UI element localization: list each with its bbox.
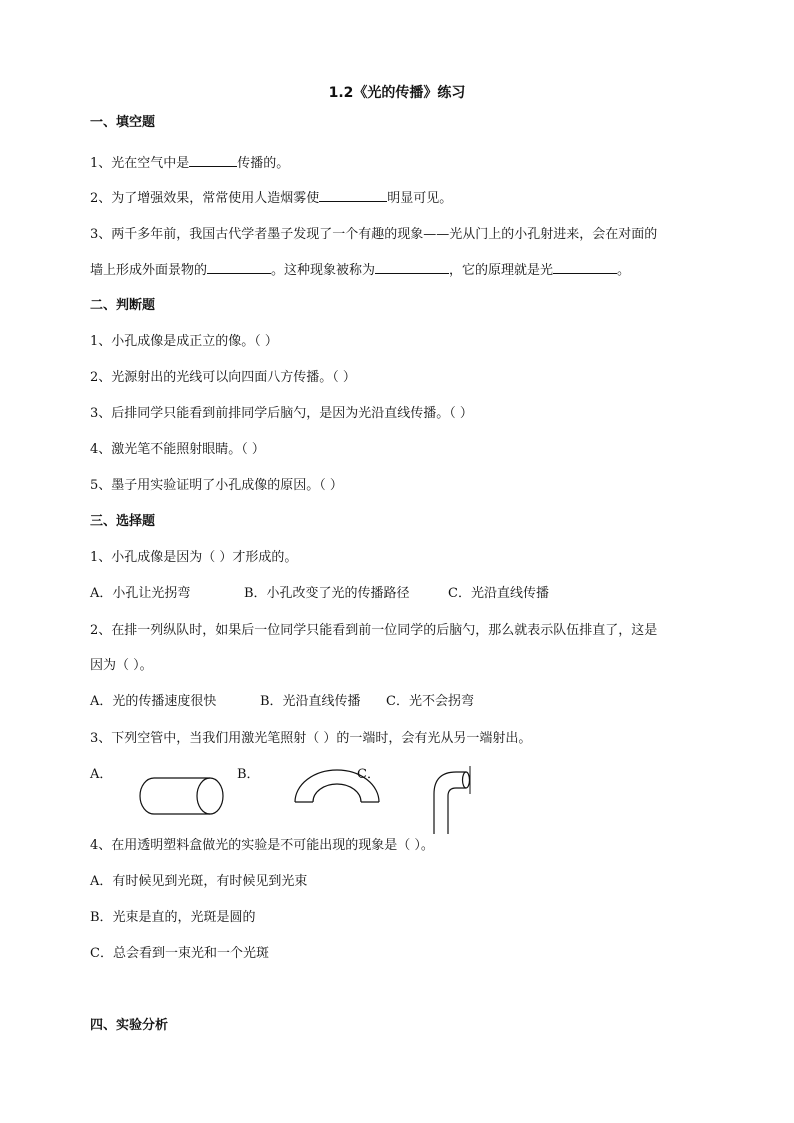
fill-q1-text-b: 传播的。 [237,156,290,171]
fill-question-2 [90,189,452,208]
page-title: 1.2《光的传播》练习 [328,85,466,101]
fill-q3-text-d: 。 [617,263,631,278]
choice-q4-option-b: B．光束是直的，光斑是圆的 [90,910,256,925]
fill-q3-text-b: 。这种现象被称为 [271,263,376,278]
fill-q3-blank-2 [375,261,449,274]
section-choice: 三、选择题 [90,514,156,529]
bent-pipe-figure [428,764,476,836]
section-judge: 二、判断题 [90,298,156,313]
choice-q3-option-a: A． [90,767,113,782]
fill-q2-blank [319,189,387,202]
judge-question-4: 4、激光笔不能照射眼睛。（ ） [90,442,265,457]
choice-question-3: 3、下列空管中，当我们用激光笔照射（ ）的一端时，会有光从另一端射出。 [90,731,532,746]
fill-q1-text-a: 1、光在空气中是 [90,156,190,171]
fill-question-1 [90,154,289,173]
choice-q1-option-a: A．小孔让光拐弯 [90,586,191,601]
choice-question-1: 1、小孔成像是因为（ ）才形成的。 [90,550,298,565]
straight-tube-figure [136,774,228,818]
choice-q3-option-b: B． [237,767,260,782]
choice-question-2-line-2: 因为（ ）。 [90,658,153,673]
judge-question-5: 5、墨子用实验证明了小孔成像的原因。（ ） [90,478,343,493]
fill-question-3-line-1: 3、两千多年前，我国古代学者墨子发现了一个有趣的现象——光从门上的小孔射进来，会在对面的 [90,227,658,242]
judge-question-1: 1、小孔成像是成正立的像。（ ） [90,334,278,349]
choice-q1-option-b: B．小孔改变了光的传播路径 [244,586,410,601]
section-experiment: 四、实验分析 [90,1018,169,1033]
section-fill-in: 一、填空题 [90,115,156,130]
choice-q1-option-c: C．光沿直线传播 [448,586,549,601]
choice-question-4: 4、在用透明塑料盒做光的实验是不可能出现的现象是（ ）。 [90,838,434,853]
choice-q4-option-c: C．总会看到一束光和一个光斑 [90,946,269,961]
choice-question-2-line-1: 2、在排一列纵队时，如果后一位同学只能看到前一位同学的后脑勺，那么就表示队伍排直了，这是 [90,623,658,638]
arch-tube-figure [292,766,382,806]
judge-question-2: 2、光源射出的光线可以向四面八方传播。（ ） [90,370,356,385]
fill-q2-text-b: 明显可见。 [387,191,453,206]
fill-q3-blank-3 [553,261,617,274]
fill-q3-text-a: 墙上形成外面景物的 [90,263,208,278]
judge-question-3: 3、后排同学只能看到前排同学后脑勺，是因为光沿直线传播。（ ） [90,406,473,421]
choice-q2-option-c: C．光不会拐弯 [386,694,474,709]
fill-question-3-line-2 [90,261,630,280]
fill-q3-text-c: ，它的原理就是光 [449,263,554,278]
choice-q4-option-a: A．有时候见到光斑，有时候见到光束 [90,874,308,889]
choice-q3-option-c: C． [357,767,380,782]
fill-q3-blank-1 [207,261,271,274]
fill-q1-blank [189,154,237,167]
choice-q2-option-a: A．光的传播速度很快 [90,694,217,709]
choice-q2-option-b: B．光沿直线传播 [260,694,361,709]
fill-q2-text-a: 2、为了增强效果，常常使用人造烟雾使 [90,191,320,206]
